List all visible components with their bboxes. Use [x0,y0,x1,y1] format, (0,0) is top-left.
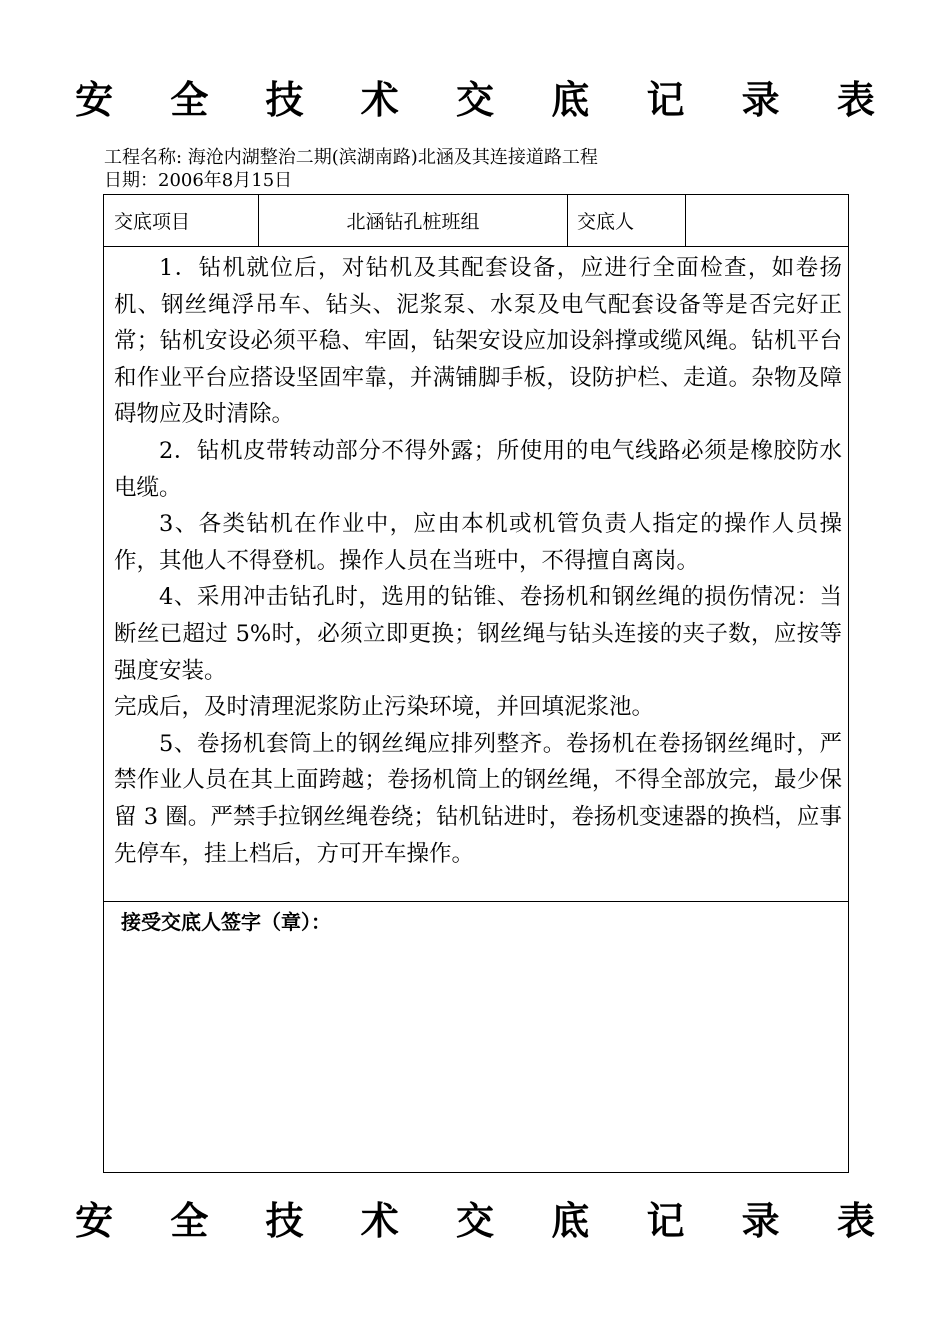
content-paragraph: 1．钻机就位后，对钻机及其配套设备，应进行全面检查，如卷扬机、钢丝绳浮吊车、钻头、泥浆泵、水泵及电气配套设备等是否完好正常；钻机安设必须平稳、牢固，钻架安设应加设斜撑或缆风绳。钻机平台和作业平台应搭设坚固牢靠，并满铺脚手板，设防护栏、走道。杂物及障碍物应及时清除。 [114,255,842,428]
project-name: 工程名称: 海沧内湖整治二期(滨湖南路)北涵及其连接道路工程 [104,147,598,168]
content-paragraph: 4、采用冲击钻孔时，选用的钻锥、卷扬机和钢丝绳的损伤情况：当断丝已超过 5%时，必须立即更换；钢丝绳与钻头连接的夹子数，应按等强度安装。 [114,584,842,684]
content-paragraph: 完成后，及时清理泥浆防止污染环境，并回填泥浆池。 [114,694,655,721]
table-divider [567,195,568,246]
page-title: 安 全 技 术 交 底 记 录 表 [75,78,897,122]
table-divider [104,246,848,247]
content-paragraph: 3、各类钻机在作业中，应由本机或机管负责人指定的操作人员操作，其他人不得登机。操作人员在当班中，不得擅自离岗。 [114,511,842,574]
content-paragraph: 2．钻机皮带转动部分不得外露；所使用的电气线路必须是橡胶防水电缆。 [114,437,842,501]
table-divider [685,195,686,246]
date: 日期：2006年8月15日 [104,170,293,191]
record-table [103,194,849,1173]
content-paragraph: 5、卷扬机套筒上的钢丝绳应排列整齐。卷扬机在卷扬钢丝绳时，严禁作业人员在其上面跨越；卷扬机筒上的钢丝绳，不得全部放完，最少保留 3 圈。严禁手拉钢丝绳卷绕；钻机钻进时，卷扬机变速器的换档，应事先停车，挂上档后，方可开车操作。 [114,730,842,867]
item-label: 交底项目 [114,211,191,233]
table-divider [104,901,848,902]
discloser-value [696,195,846,246]
item-value: 北涵钻孔桩班组 [346,211,480,233]
discloser-label: 交底人 [577,211,635,233]
disclosure-content [114,250,842,872]
signature-label: 接受交底人签字（章）： [121,910,331,934]
page-title-repeat: 安 全 技 术 交 底 记 录 表 [75,1199,897,1243]
